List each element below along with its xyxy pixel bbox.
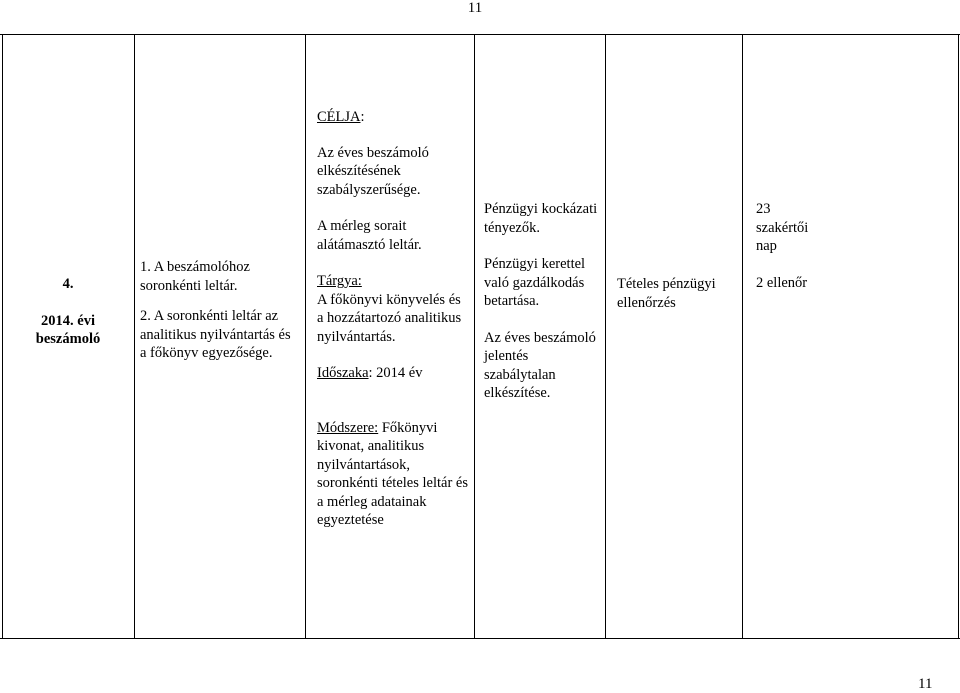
audit-item-1: 1. A beszámolóhoz soronkénti leltár.: [140, 259, 250, 294]
celja-colon: :: [360, 109, 365, 125]
cell-audit-items: [140, 258, 300, 363]
page-number-bottom: 11: [918, 676, 933, 692]
modszere-text: Főkönyvi kivonat, analitikus nyilvántartások, soronkénti tételes leltár és a mérleg adatainak egyeztetése: [317, 419, 468, 528]
celja-heading: [317, 108, 469, 127]
audit-number: 4.: [62, 276, 74, 292]
idoszaka-label: Időszaka: [317, 365, 369, 381]
auditor-count: 2 ellenőr: [756, 274, 808, 291]
cell-resources: [756, 200, 826, 292]
celja-label: CÉLJA: [317, 109, 361, 125]
column-divider-5: [742, 34, 743, 639]
column-divider-3: [474, 34, 475, 639]
cell-audit-type: Tételes pénzügyi ellenőrzés: [617, 276, 716, 311]
modszere-block: [317, 419, 469, 530]
audit-item-2: 2. A soronkénti leltár az analitikus nyilvántartás és a főkönyv egyezősége.: [140, 308, 291, 361]
audit-title-line1: 2014. évi: [41, 312, 95, 329]
table-right-border: [958, 34, 959, 639]
page-number-top: 11: [467, 0, 483, 16]
targya-text: A főkönyvi könyvelés és a hozzátartozó analitikus nyilvántartás.: [317, 291, 462, 345]
risk-title: Pénzügyi kockázati tényezők.: [484, 201, 598, 236]
celja-text-1: Az éves beszámoló elkészítésének szabályszerűsége.: [317, 144, 429, 198]
targya-label: Tárgya:: [317, 273, 362, 289]
cell-audit-subject: [2, 275, 134, 349]
table-bottom-border: [0, 638, 960, 639]
risk-item-2: Az éves beszámoló jelentés szabálytalan elkészítése.: [484, 329, 596, 401]
modszere-label: Módszere:: [317, 419, 379, 436]
column-divider-4: [605, 34, 606, 639]
table-top-border: [0, 34, 960, 35]
targya-block: [317, 272, 469, 346]
column-divider-1: [134, 34, 135, 639]
cell-risk-factors: [484, 200, 602, 403]
cell-audit-details: [317, 108, 469, 530]
column-divider-2: [305, 34, 306, 639]
celja-text-2: A mérleg sorait alátámasztó leltár.: [317, 218, 422, 253]
idoszaka-text: : 2014 év: [368, 365, 423, 381]
risk-item-1: Pénzügyi kerettel való gazdálkodás betartása.: [484, 256, 586, 309]
expert-days: 23 szakértői nap: [756, 201, 809, 254]
idoszaka-block: [317, 364, 469, 383]
audit-title-line2: beszámoló: [35, 331, 101, 347]
